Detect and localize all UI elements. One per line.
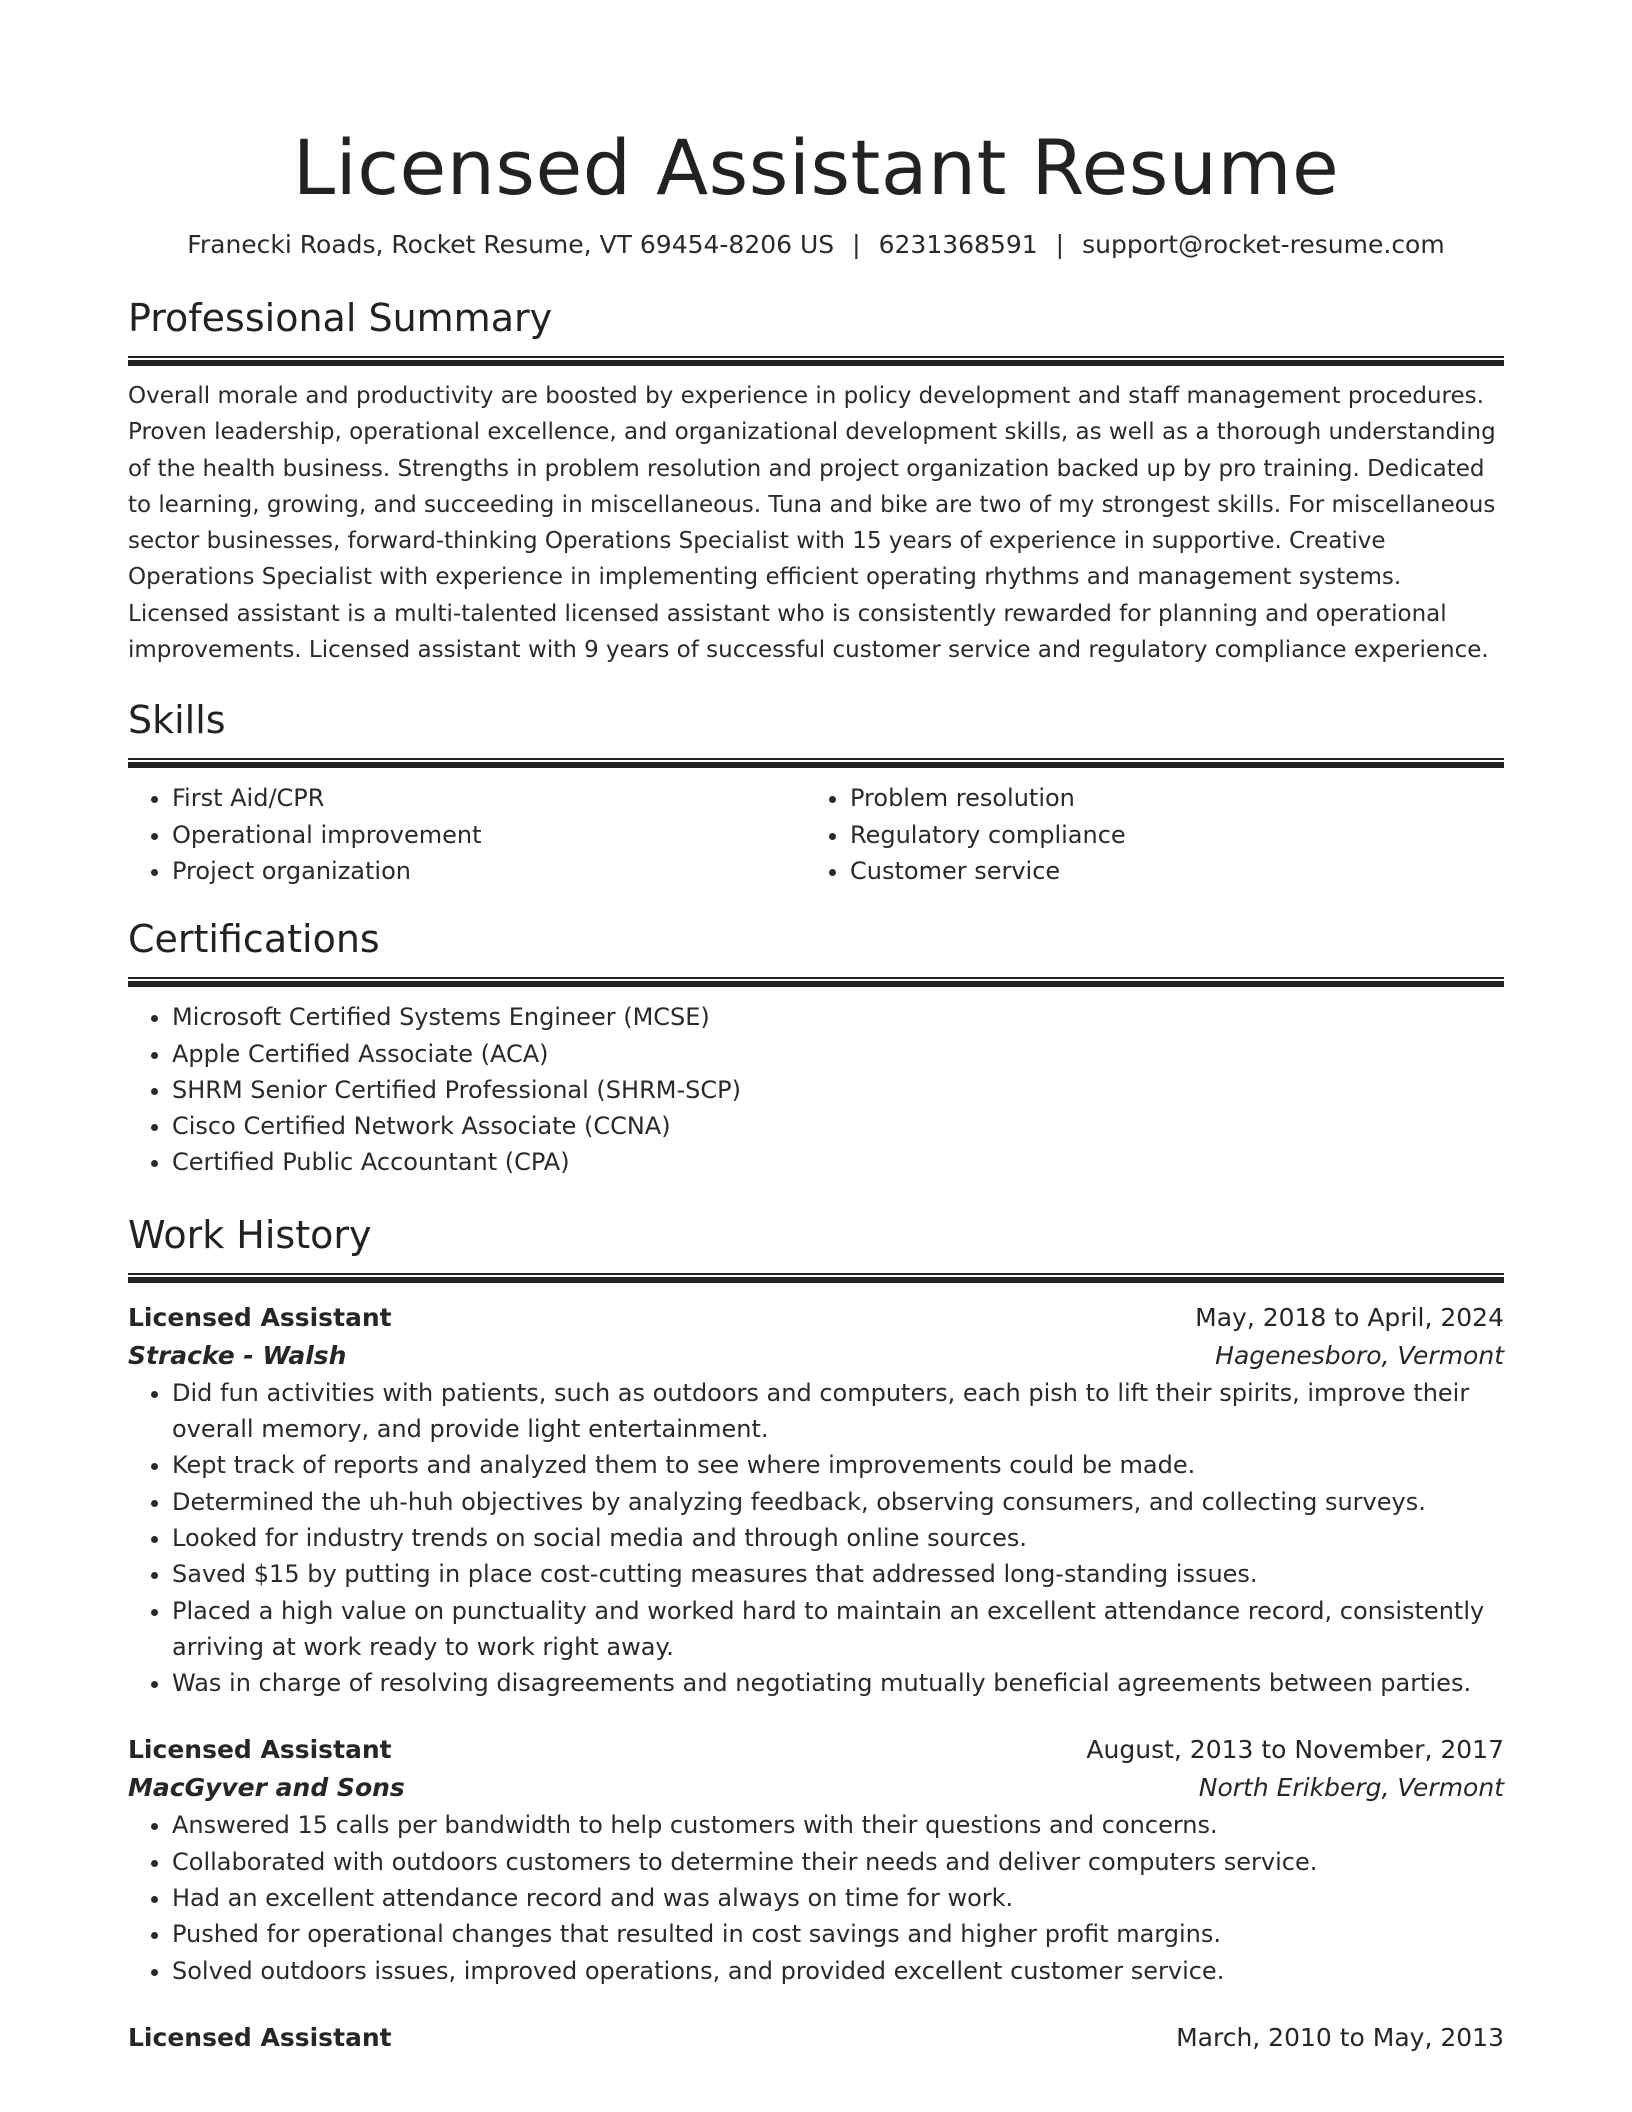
- skills-grid: [128, 780, 1504, 889]
- job-header: [128, 1731, 1504, 1769]
- job-bullet: • Pushed for operational changes that resulted in cost savings and higher profit margins.: [172, 1916, 1504, 1952]
- job-company: MacGyver and Sons: [128, 1773, 405, 1803]
- job-bullet: • Looked for industry trends on social media and through online sources.: [172, 1520, 1504, 1556]
- job-entry: [128, 1731, 1504, 1988]
- job-bullet: • Solved outdoors issues, improved operations, and provided excellent customer service.: [172, 1953, 1504, 1989]
- job-bullet-list: [128, 1807, 1504, 1988]
- section-divider: [128, 356, 1504, 366]
- job-title: Licensed Assistant: [128, 1302, 392, 1332]
- certification-item: • SHRM Senior Certified Professional (SHRM-SCP): [172, 1072, 1504, 1108]
- resume-page: [128, 0, 1504, 2057]
- skills-list-left: [128, 780, 806, 889]
- certifications-section: [128, 915, 1504, 1180]
- certification-item: • Cisco Certified Network Associate (CCNA): [172, 1108, 1504, 1144]
- job-bullet-list: [128, 1375, 1504, 1702]
- skill-item: • First Aid/CPR: [172, 780, 806, 816]
- summary-text: Overall morale and productivity are boosted by experience in policy development and staff management procedures. Proven leadership, operational excellence, and organizational development skills, as well as a thorough understanding of the health business. Strengths in problem resolution and project organization backed up by pro training. Dedicated to learning, growing, and succeeding in miscellaneous. Tuna and bike are two of my strongest skills. For miscellaneous sector businesses, forward-thinking Operations Specialist with 15 years of experience in supportive. Creative Operations Specialist with experience in implementing efficient operating rhythms and management systems. Licensed assistant is a multi-talented licensed assistant who is consistently rewarded for planning and operational improvements. Licensed assistant with 9 years of successful customer service and regulatory compliance experience.: [128, 383, 1496, 664]
- job-bullet: • Saved $15 by putting in place cost-cutting measures that addressed long-standing issues.: [172, 1556, 1504, 1592]
- job-subheader: [128, 1769, 1504, 1807]
- job-header: [128, 1299, 1504, 1337]
- contact-line: [128, 228, 1504, 262]
- section-divider: [128, 758, 1504, 768]
- job-bullet: • Collaborated with outdoors customers to determine their needs and deliver computers service.: [172, 1844, 1504, 1880]
- skill-item: • Problem resolution: [850, 780, 1484, 816]
- job-bullet: • Kept track of reports and analyzed them to see where improvements could be made.: [172, 1447, 1504, 1483]
- certification-item: • Apple Certified Associate (ACA): [172, 1036, 1504, 1072]
- skills-column-right: [806, 780, 1484, 889]
- work-history-section: [128, 1211, 1504, 2057]
- job-bullet: • Was in charge of resolving disagreements and negotiating mutually beneficial agreements between parties.: [172, 1665, 1504, 1701]
- contact-separator: |: [852, 230, 861, 259]
- certification-item: • Microsoft Certified Systems Engineer (MCSE): [172, 999, 1504, 1035]
- section-divider: [128, 1273, 1504, 1283]
- job-dates: May, 2018 to April, 2024: [1195, 1302, 1504, 1332]
- job-company: Stracke - Walsh: [128, 1340, 347, 1370]
- skills-list-right: [806, 780, 1484, 889]
- summary-section: [128, 294, 1504, 668]
- section-heading-work-history: Work History: [128, 1212, 372, 1257]
- job-bullet: • Answered 15 calls per bandwidth to help customers with their questions and concerns.: [172, 1807, 1504, 1843]
- job-entry: [128, 1299, 1504, 1702]
- job-header: [128, 2019, 1504, 2057]
- section-heading-certifications: Certifications: [128, 917, 380, 962]
- job-title: Licensed Assistant: [128, 1735, 392, 1765]
- job-title: Licensed Assistant: [128, 2022, 392, 2052]
- skill-item: • Regulatory compliance: [850, 817, 1484, 853]
- job-bullet: • Placed a high value on punctuality and worked hard to maintain an excellent attendance record, consistently arriving at work ready to work right away.: [172, 1593, 1504, 1666]
- job-entry: [128, 2019, 1504, 2057]
- certifications-list: [128, 999, 1504, 1180]
- job-dates: August, 2013 to November, 2017: [1086, 1735, 1504, 1765]
- section-heading-summary: Professional Summary: [128, 296, 553, 340]
- skills-column-left: [128, 780, 806, 889]
- contact-email[interactable]: support@rocket-resume.com: [1082, 230, 1445, 259]
- skill-item: • Operational improvement: [172, 817, 806, 853]
- contact-phone: 6231368591: [878, 230, 1038, 259]
- job-location: North Erikberg, Vermont: [1198, 1773, 1504, 1803]
- job-bullet: • Did fun activities with patients, such as outdoors and computers, each pish to lift their spirits, improve their overall memory, and provide light entertainment.: [172, 1375, 1504, 1448]
- contact-separator: |: [1055, 230, 1065, 259]
- section-heading-skills: Skills: [128, 698, 226, 743]
- skills-section: [128, 696, 1504, 889]
- resume-title: Licensed Assistant Resume: [292, 123, 1340, 212]
- job-bullet: • Determined the uh-huh objectives by analyzing feedback, observing consumers, and collecting surveys.: [172, 1484, 1504, 1520]
- job-dates: March, 2010 to May, 2013: [1176, 2022, 1504, 2052]
- job-subheader: [128, 1337, 1504, 1375]
- job-bullet: • Had an excellent attendance record and was always on time for work.: [172, 1880, 1504, 1916]
- skill-item: • Customer service: [850, 853, 1484, 889]
- certification-item: • Certified Public Accountant (CPA): [172, 1144, 1504, 1180]
- contact-address: Franecki Roads, Rocket Resume, VT 69454-8206 US: [187, 230, 835, 259]
- skill-item: • Project organization: [172, 853, 806, 889]
- section-divider: [128, 977, 1504, 987]
- job-location: Hagenesboro, Vermont: [1215, 1340, 1504, 1370]
